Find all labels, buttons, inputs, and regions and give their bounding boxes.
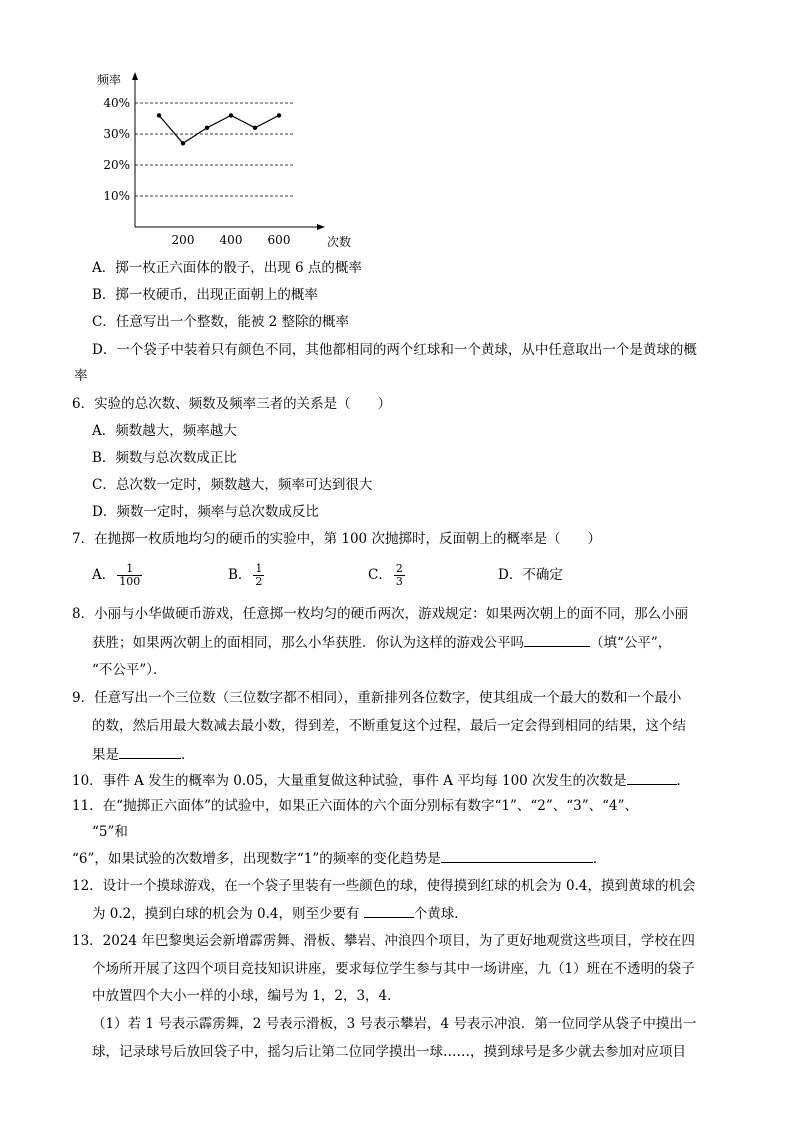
q8-line3: “不公平”）． xyxy=(92,662,167,678)
q7-a-fraction: $\frac{1}{100}$ xyxy=(119,562,141,588)
q7-c-fraction: $\frac{2}{3}$ xyxy=(395,562,403,588)
q10-stem: 10．事件 A 发生的概率为 0.05，大量重复做这种试验，事件 A 平均每 100 次发生的次数是 ． xyxy=(72,770,690,791)
q7-option-a xyxy=(92,555,144,595)
q7-a-label: A． xyxy=(92,567,116,583)
q7-option-b xyxy=(228,555,266,595)
y-axis-arrow xyxy=(132,72,138,80)
q11-line2: “5”和 xyxy=(92,824,128,840)
q11-answer-blank[interactable] xyxy=(441,848,593,863)
q5-option-d: D．一个袋子中装着只有颜色不同，其他都相同的两个红球和一个黄球，从中任意取出一个是黄球的概 xyxy=(92,342,697,358)
series-line xyxy=(159,115,279,143)
x-tick-label: 600 xyxy=(267,233,291,247)
q5-option-d-cont: 率 xyxy=(74,368,88,384)
y-axis-label: 频率 xyxy=(97,73,122,87)
q5-option-c: C．任意写出一个整数，能被 2 整除的概率 xyxy=(92,314,350,330)
q6-option-a: A．频数越大，频率越大 xyxy=(92,423,237,439)
q7-stem: 7．在抛掷一枚质地均匀的硬币的实验中，第 100 次抛掷时，反面朝上的概率是（ ） xyxy=(72,531,601,547)
q6-option-d: D．频数一定时，频率与总次数成反比 xyxy=(92,504,319,520)
q13-line1: 13．2024 年巴黎奥运会新增霹雳舞、滑板、攀岩、冲浪四个项目，为了更好地观赏这些项目，学校在四 xyxy=(72,933,695,949)
q6-option-b: B．频数与总次数成正比 xyxy=(92,450,237,466)
x-tick-label: 200 xyxy=(171,233,195,247)
q6-option-c: C．总次数一定时，频数越大，频率可达到很大 xyxy=(92,477,373,493)
data-point xyxy=(181,141,185,145)
q7-b-fraction: $\frac{1}{2}$ xyxy=(255,562,263,588)
data-point xyxy=(205,126,209,130)
q12-line2: 为 0.2，摸到白球的机会为 0.4，则至少要有 个黄球． xyxy=(92,903,468,924)
frequency-line-chart xyxy=(92,64,352,254)
q13-line2: 个场所开展了这四个项目竞技知识讲座，要求每位学生参与其中一场讲座，九（1）班在不透明的袋子 xyxy=(92,961,695,977)
q13-line4: （1）若 1 号表示霹雳舞，2 号表示滑板，3 号表示攀岩，4 号表示冲浪．第一位同学从袋子中摸出一 xyxy=(92,1016,697,1032)
x-axis-label: 次数 xyxy=(327,235,352,249)
x-tick-label: 400 xyxy=(219,233,243,247)
q9-answer-blank[interactable] xyxy=(119,744,181,759)
y-tick-label: 20% xyxy=(103,158,130,172)
data-point xyxy=(229,113,233,117)
q7-option-c xyxy=(368,555,407,595)
q13-line3: 中放置四个大小一样的小球，编号为 1，2，3，4． xyxy=(92,988,401,1004)
q8-answer-blank[interactable] xyxy=(524,632,590,647)
q9-line1: 9．任意写出一个三位数（三位数字都不相同），重新排列各位数字，使其组成一个最大的数和一个最小 xyxy=(72,690,682,706)
q7-c-label: C． xyxy=(368,567,392,583)
data-point xyxy=(253,126,257,130)
y-tick-label: 30% xyxy=(103,127,130,141)
q11-line1: 11．在“抛掷正六面体”的试验中，如果正六面体的六个面分别标有数字“1”、“2”、“3”、“4”、 xyxy=(72,798,639,814)
q11-line3: “6”，如果试验的次数增多，出现数字“1”的频率的变化趋势是 ． xyxy=(72,848,606,869)
q9-line3: 果是 ． xyxy=(92,744,195,765)
q6-stem: 6．实验的总次数、频数及频率三者的关系是（ ） xyxy=(72,396,392,412)
q10-answer-blank[interactable] xyxy=(627,770,677,785)
x-axis-arrow xyxy=(317,224,325,230)
q9-line2: 的数，然后用最大数减去最小数，得到差，不断重复这个过程，最后一定会得到相同的结果，这个结 xyxy=(92,718,686,734)
q12-answer-blank[interactable] xyxy=(364,903,414,918)
data-point xyxy=(157,113,161,117)
y-tick-label: 40% xyxy=(103,96,130,110)
y-tick-label: 10% xyxy=(103,189,130,203)
q7-b-label: B． xyxy=(228,567,252,583)
q12-line1: 12．设计一个摸球游戏，在一个袋子里装有一些颜色的球，使得摸到红球的机会为 0.4，摸到黄球的机会 xyxy=(72,878,696,894)
q8-line1: 8．小丽与小华做硬币游戏，任意掷一枚均匀的硬币两次，游戏规定：如果两次朝上的面不同，那么小丽 xyxy=(72,606,689,622)
q5-option-a: A．掷一枚正六面体的骰子，出现 6 点的概率 xyxy=(92,260,362,276)
q7-option-d: D．不确定 xyxy=(498,567,563,583)
q13-line5: 球，记录球号后放回袋子中，摇匀后让第二位同学摸出一球……，摸到球号是多少就去参加对应项目 xyxy=(92,1044,686,1060)
q8-line2: 获胜；如果两次朝上的面相同，那么小华获胜．你认为这样的游戏公平吗 （填“公平”， xyxy=(92,632,671,653)
q5-option-b: B．掷一枚硬币，出现正面朝上的概率 xyxy=(92,287,318,303)
data-point xyxy=(277,113,281,117)
